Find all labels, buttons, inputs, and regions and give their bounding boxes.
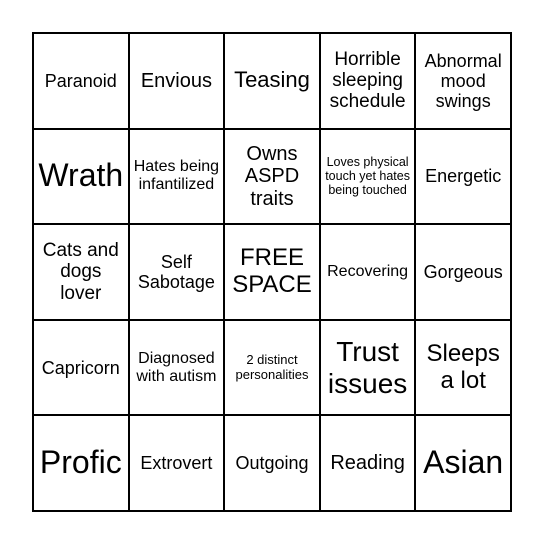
cell-text: Loves physical touch yet hates being touched [325,155,410,198]
bingo-cell-r2c4[interactable] [321,130,417,226]
bingo-cell-r4c3[interactable] [225,321,321,417]
cell-text: Gorgeous [423,261,503,282]
cell-text: FREE SPACE [232,244,312,298]
bingo-cell-r3c2[interactable] [130,225,226,321]
bingo-cell-r3c5[interactable] [416,225,512,321]
cell-text: Sleeps a lot [426,339,500,394]
cell-text: Abnormal mood swings [424,50,502,111]
bingo-cell-r4c2[interactable] [130,321,226,417]
bingo-cell-r1c2[interactable] [130,34,226,130]
cell-text: Cats and dogs lover [42,240,119,304]
cell-text: Asian [423,444,504,481]
cell-text: Diagnosed with autism [136,349,217,385]
bingo-cell-r3c4[interactable] [321,225,417,321]
bingo-cell-r2c1[interactable] [34,130,130,226]
cell-text: Profic [39,444,122,481]
cell-text: 2 distinct personalities [235,352,309,382]
bingo-board [32,32,512,512]
cell-text: Energetic [425,166,502,187]
bingo-cell-r5c2[interactable] [130,416,226,512]
cell-text: Hates being infantilized [133,158,220,194]
cell-text: Reading [330,451,405,474]
cell-text: Extrovert [140,453,213,474]
bingo-cell-r1c3[interactable] [225,34,321,130]
bingo-cell-r2c2[interactable] [130,130,226,226]
cell-text: Owns ASPD traits [244,142,300,210]
bingo-cell-r4c4[interactable] [321,321,417,417]
bingo-cell-r5c4[interactable] [321,416,417,512]
cell-text: Self Sabotage [137,251,215,292]
cell-text: Recovering [327,263,409,281]
bingo-cell-r1c4[interactable] [321,34,417,130]
cell-text: Capricorn [41,357,120,378]
bingo-cell-r5c1[interactable] [34,416,130,512]
bingo-cell-r2c5[interactable] [416,130,512,226]
cell-text: Envious [140,69,212,92]
cell-text: Horrible sleeping schedule [329,48,406,113]
bingo-cell-r4c5[interactable] [416,321,512,417]
cell-text: Wrath [38,157,124,194]
bingo-cell-r2c3[interactable] [225,130,321,226]
bingo-cell-r3c1[interactable] [34,225,130,321]
bingo-cell-r5c5[interactable] [416,416,512,512]
cell-text: Outgoing [235,453,309,474]
bingo-cell-r4c1[interactable] [34,321,130,417]
cell-text: Teasing [234,67,310,93]
bingo-cell-r1c5[interactable] [416,34,512,130]
bingo-cell-r5c3[interactable] [225,416,321,512]
cell-text: Trust issues [327,336,408,399]
bingo-cell-r1c1[interactable] [34,34,130,130]
bingo-cell-r3c3[interactable] [225,225,321,321]
cell-text: Paranoid [44,70,117,91]
